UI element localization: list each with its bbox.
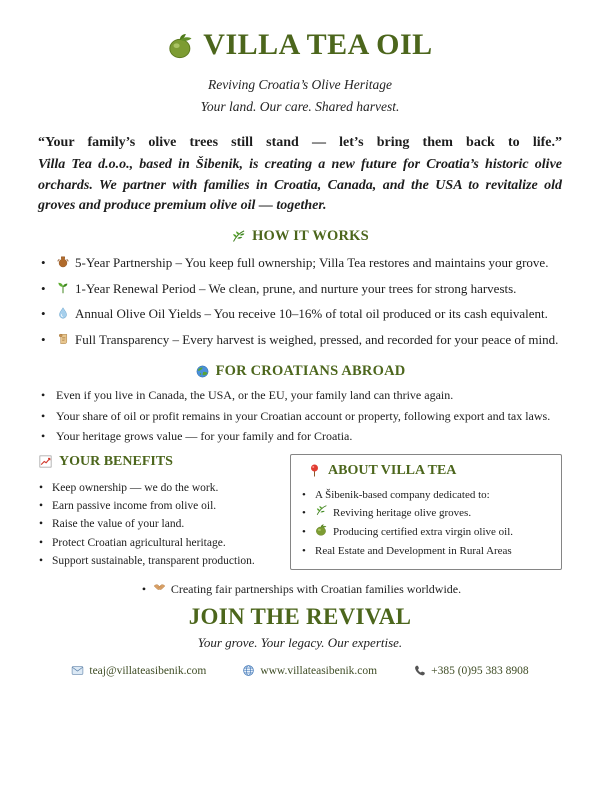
two-column-section	[38, 454, 562, 571]
droplet-icon	[56, 306, 70, 326]
benefits-list	[38, 479, 286, 571]
list-item	[38, 387, 562, 404]
benefits-heading	[38, 454, 286, 470]
list-item-text: Reviving heritage olive groves.	[333, 506, 472, 519]
list-item-text: Your heritage grows value — for your family and for Croatia.	[56, 429, 353, 444]
list-item	[38, 304, 562, 326]
list-item	[38, 330, 562, 352]
about-villa-tea-box	[290, 454, 562, 571]
list-item	[38, 552, 286, 570]
list-item-text: Producing certified extra virgin olive oil.	[333, 525, 514, 538]
how-it-works-title: HOW IT WORKS	[252, 228, 369, 245]
phone-icon	[413, 664, 426, 677]
bullet-marker: •	[141, 581, 147, 596]
bullet-marker: •	[302, 506, 306, 519]
page-title: VILLA TEA OIL	[203, 28, 433, 61]
list-item-text: Support sustainable, transparent production.	[52, 555, 255, 568]
scroll-icon	[56, 332, 70, 352]
olive-icon	[167, 31, 195, 59]
list-item	[301, 486, 553, 504]
bullet-marker: •	[41, 408, 46, 423]
footer	[38, 664, 562, 677]
web-globe-icon	[242, 664, 255, 677]
bullet-marker: •	[302, 544, 306, 557]
subtitle-line-1: Reviving Croatia’s Olive Heritage	[207, 77, 393, 92]
website-text: www.villateasibenik.com	[260, 664, 378, 677]
list-item-text: Even if you live in Canada, the USA, or the EU, your family land can thrive again.	[56, 388, 454, 403]
croatians-abroad-heading	[38, 363, 562, 380]
footer-website	[242, 664, 377, 677]
how-it-works-heading	[38, 228, 562, 245]
bullet-marker: •	[39, 518, 44, 531]
croatians-abroad-list	[38, 387, 562, 445]
join-heading: JOIN THE REVIVAL	[188, 604, 412, 630]
list-item-text: A Šibenik-based company dedicated to:	[315, 488, 490, 501]
list-item-text: 1-Year Renewal Period – We clean, prune, and nurture your trees for strong harvests.	[75, 280, 517, 296]
intro-quote: “Your family’s olive trees still stand — let’s bring them back to life.”	[38, 135, 562, 151]
email-icon	[71, 664, 84, 677]
bullet-marker: •	[41, 429, 46, 444]
bullet-marker: •	[41, 331, 46, 347]
list-item	[301, 542, 553, 560]
herb-icon	[231, 229, 246, 244]
handshake-icon	[153, 580, 166, 598]
olive-icon	[315, 523, 328, 542]
how-it-works-list	[38, 253, 562, 351]
subtitle	[38, 74, 562, 117]
benefits-title: YOUR BENEFITS	[59, 453, 173, 469]
bullet-marker: •	[41, 255, 46, 271]
bullet-marker: •	[41, 388, 46, 403]
about-title: ABOUT VILLA TEA	[328, 462, 457, 478]
list-item	[301, 504, 553, 523]
list-item	[38, 408, 562, 425]
list-item	[38, 497, 286, 515]
list-item	[38, 534, 286, 552]
footer-phone	[413, 664, 529, 677]
bullet-marker: •	[41, 306, 46, 322]
list-item-text: Earn passive income from olive oil.	[52, 499, 217, 512]
bullet-marker: •	[302, 488, 306, 501]
phone-text: +385 (0)95 383 8908	[431, 664, 529, 677]
partnership-line	[38, 580, 562, 598]
benefits-column	[38, 454, 286, 571]
intro-body: Villa Tea d.o.o., based in Šibenik, is creating a new future for Croatia’s historic olive orchards. We partner with families in Croatia, Canada, and the USA to revitalize old groves and produce premium olive oil — together.	[38, 157, 562, 214]
list-item-text: 5-Year Partnership – You keep full ownership; Villa Tea restores and maintains your grove.	[75, 255, 549, 271]
list-item	[38, 479, 286, 497]
list-item-text: Real Estate and Development in Rural Areas	[315, 544, 512, 557]
list-item-text: Full Transparency – Every harvest is weighed, pressed, and recorded for your peace of mind.	[75, 331, 559, 347]
seedling-icon	[56, 281, 70, 301]
about-heading	[307, 463, 553, 479]
chart-increasing-icon	[38, 454, 53, 469]
bullet-marker: •	[39, 555, 44, 568]
bullet-marker: •	[39, 481, 44, 494]
subtitle-line-2: Your land. Our care. Shared harvest.	[200, 98, 400, 114]
bullet-marker: •	[302, 525, 306, 538]
list-item-text: Raise the value of your land.	[52, 518, 185, 531]
list-item-text: Protect Croatian agricultural heritage.	[52, 536, 226, 549]
herb-icon	[315, 504, 328, 523]
list-item	[38, 515, 286, 533]
footer-email	[71, 664, 206, 677]
email-text: teaj@villateasibenik.com	[89, 664, 207, 677]
globe-icon	[195, 364, 210, 379]
list-item-text: Keep ownership — we do the work.	[52, 481, 219, 494]
bullet-marker: •	[41, 280, 46, 296]
list-item	[38, 279, 562, 301]
intro-section	[38, 133, 562, 216]
list-item-text: Your share of oil or profit remains in your Croatian account or property, following export and tax laws.	[56, 408, 551, 423]
list-item	[301, 523, 553, 542]
bullet-marker: •	[39, 536, 44, 549]
list-item	[38, 253, 562, 275]
header	[38, 28, 562, 62]
list-item	[38, 428, 562, 445]
join-tagline: Your grove. Your legacy. Our expertise.	[197, 635, 403, 651]
partnership-text: Creating fair partnerships with Croatian families worldwide.	[170, 581, 462, 596]
croatians-abroad-title: FOR CROATIANS ABROAD	[215, 363, 406, 380]
about-list	[301, 486, 553, 561]
bullet-marker: •	[39, 499, 44, 512]
pushpin-icon	[307, 463, 322, 478]
amphora-icon	[56, 255, 70, 275]
list-item-text: Annual Olive Oil Yields – You receive 10–16% of total oil produced or its cash equivalent.	[75, 306, 548, 322]
